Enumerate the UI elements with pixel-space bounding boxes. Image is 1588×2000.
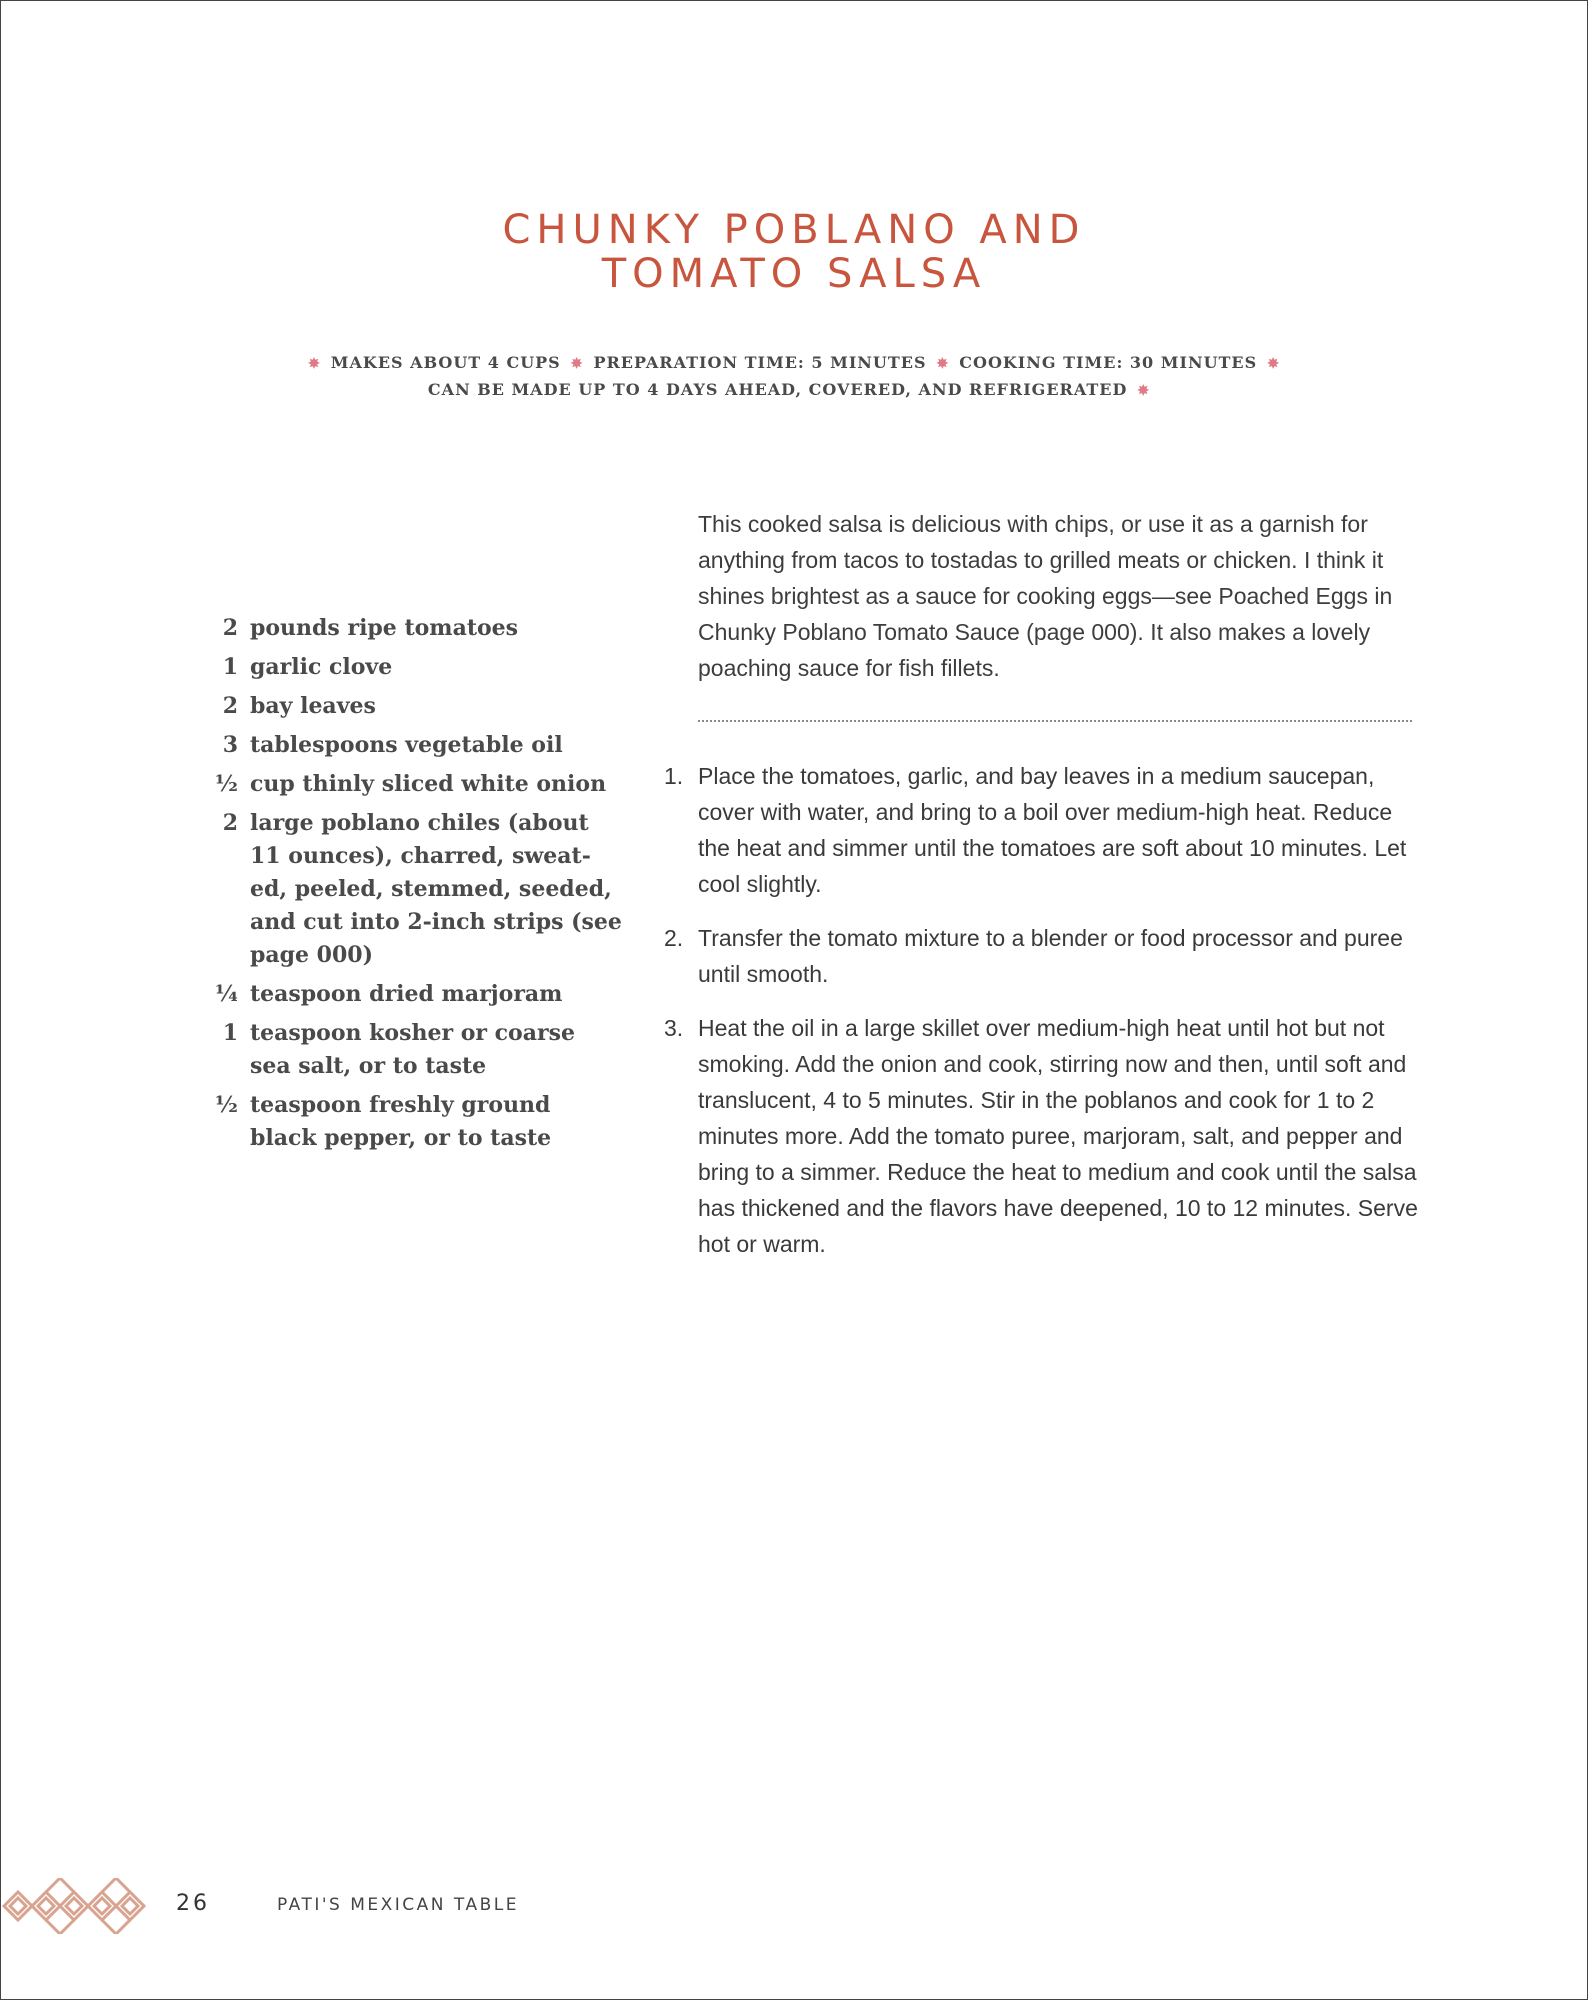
ingredient-item xyxy=(212,612,622,645)
page-number: 26 xyxy=(176,1891,210,1916)
ingredient-item xyxy=(212,651,622,684)
ingredient-quantity: 3 xyxy=(222,732,238,758)
ingredient-quantity: 2 xyxy=(222,810,238,836)
step-number: 3. xyxy=(664,1015,684,1041)
meta-cook-time: COOKING TIME: 30 MINUTES xyxy=(959,353,1258,372)
ingredient-quantity: ½ xyxy=(215,1092,238,1118)
ingredient-text: bay leaves xyxy=(250,693,376,719)
ingredient-list xyxy=(212,612,622,1161)
ingredient-quantity: 1 xyxy=(222,1020,238,1046)
meta-line-2 xyxy=(0,377,1588,404)
step-list xyxy=(660,758,1420,1280)
ingredient-quantity: ¼ xyxy=(215,981,238,1007)
ingredient-item xyxy=(212,729,622,762)
recipe-intro: This cooked salsa is delicious with chips, or use it as a garnish for anything from tacos to tostadas to grilled meats or chicken. I think it shines brightest as a sauce for cooking eggs—see Poached Eggs in Chunky Poblano Tomato Sauce (page 000). It also makes a lovely poaching sauce for fish fillets. xyxy=(698,511,1393,681)
step-text: Place the tomatoes, garlic, and bay leaves in a medium saucepan, cover with water, and bring to a boil over medium-high heat. Reduce the heat and simmer until the tomatoes are soft about 10 minutes. Let cool slightly. xyxy=(698,763,1407,897)
star-icon: ✸ xyxy=(1267,356,1280,372)
ingredient-quantity: 2 xyxy=(222,615,238,641)
step-number: 2. xyxy=(664,925,684,951)
recipe-meta xyxy=(0,350,1588,404)
recipe-title-line-1: CHUNKY POBLANO AND xyxy=(502,207,1086,253)
dotted-divider xyxy=(698,720,1412,722)
star-icon: ✸ xyxy=(936,356,950,372)
ingredient-quantity: ½ xyxy=(215,771,238,797)
recipe-title-line-2: TOMATO SALSA xyxy=(601,251,987,297)
ingredient-item xyxy=(212,1017,622,1083)
recipe-title xyxy=(0,208,1588,296)
step-number: 1. xyxy=(664,763,684,789)
ingredient-item xyxy=(212,978,622,1011)
ingredient-text: teaspoon freshly ground black pepper, or to taste xyxy=(250,1092,552,1151)
meta-line-1 xyxy=(0,350,1588,377)
meta-make-ahead: CAN BE MADE UP TO 4 DAYS AHEAD, COVERED, AND REFRIGERATED xyxy=(427,380,1128,399)
book-title: PATI'S MEXICAN TABLE xyxy=(277,1895,519,1915)
step-item xyxy=(660,758,1420,902)
step-item xyxy=(660,920,1420,992)
ingredient-text: pounds ripe tomatoes xyxy=(250,615,519,641)
ingredient-item xyxy=(212,807,622,972)
ingredient-text: teaspoon kosher or coarse sea salt, or to taste xyxy=(250,1020,575,1079)
star-icon: ✸ xyxy=(570,356,584,372)
ingredient-item xyxy=(212,768,622,801)
ingredient-quantity: 2 xyxy=(222,693,238,719)
step-text: Heat the oil in a large skillet over medium-high heat until hot but not smoking. Add the onion and cook, stirring now and then, until soft and translucent, 4 to 5 minutes. Stir in the poblanos and cook for 1 to 2 minutes more. Add the tomato puree, marjoram, salt, and pepper and bring to a simmer. Reduce the heat to medium and cook until the salsa has thickened and the flavors have deepened, 10 to 12 minutes. Serve hot or warm. xyxy=(698,1015,1418,1257)
meta-yield: MAKES ABOUT 4 CUPS xyxy=(330,353,561,372)
ingredient-item xyxy=(212,690,622,723)
ingredient-text: tablespoons vegetable oil xyxy=(250,732,563,758)
step-item xyxy=(660,1010,1420,1262)
meta-prep-time: PREPARATION TIME: 5 MINUTES xyxy=(593,353,927,372)
ingredient-text: garlic clove xyxy=(250,654,393,680)
ingredient-text: teaspoon dried marjoram xyxy=(250,981,563,1007)
step-text: Transfer the tomato mixture to a blender or food processor and puree until smooth. xyxy=(698,925,1403,987)
ingredient-item xyxy=(212,1089,622,1155)
star-icon: ✸ xyxy=(308,356,321,372)
lattice-ornament-icon xyxy=(0,1878,160,1934)
star-icon: ✸ xyxy=(1137,383,1151,399)
ingredient-text: cup thinly sliced white onion xyxy=(250,771,607,797)
ingredient-quantity: 1 xyxy=(222,654,238,680)
ingredient-text: large poblano chiles (about 11 ounces), charred, sweat-ed, peeled, stemmed, seeded, and cut into 2-inch strips (see page 000) xyxy=(250,810,622,968)
